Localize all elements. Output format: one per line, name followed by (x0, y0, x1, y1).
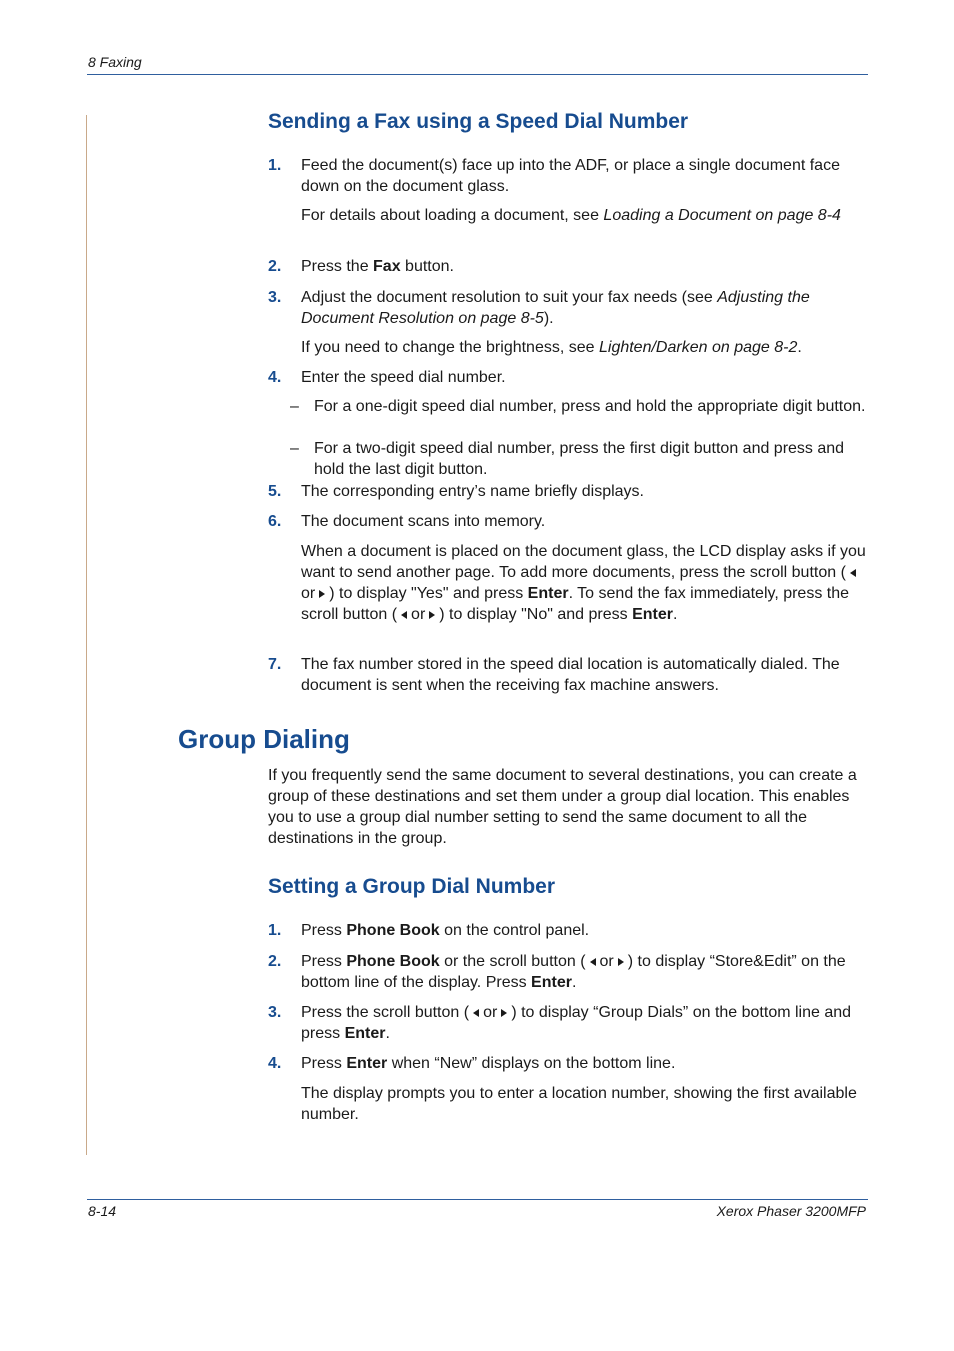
bullet-text: For a two-digit speed dial number, press the first digit button and press and hold the last digit button. (314, 440, 845, 478)
scroll-right-icon (319, 590, 325, 598)
group-dialing-intro: If you frequently send the same document to several destinations, you can create a group of these destinations and set them under a group dial location. This enables you to use a group dial number setting to send the same document to all the destinations in the group. (268, 767, 857, 847)
step-text: Press the scroll button ( or ) to display “Group Dials” on the bottom line and press Enter. (301, 1004, 852, 1042)
step-number: 7. (268, 656, 282, 673)
scroll-right-icon (501, 1009, 507, 1017)
group-dial-note-4: The display prompts you to enter a location number, showing the first available number. (301, 1085, 857, 1123)
header-rule (87, 74, 868, 75)
scroll-left-icon (401, 611, 407, 619)
step-number: 3. (268, 1004, 282, 1021)
step-text: Enter the speed dial number. (301, 369, 506, 386)
footer-rule (87, 1199, 868, 1200)
step-number: 6. (268, 513, 282, 530)
step-number: 5. (268, 483, 282, 500)
bullet-text: For a one-digit speed dial number, press and hold the appropriate digit button. (314, 398, 866, 415)
section-title-group-dialing: Group Dialing (178, 724, 350, 754)
running-header: 8 Faxing (88, 54, 142, 70)
bullet-dash: – (290, 398, 299, 415)
step-text: The corresponding entry’s name briefly displays. (301, 483, 644, 500)
step-number: 1. (268, 157, 282, 174)
scroll-left-icon (590, 958, 596, 966)
scroll-right-icon (429, 611, 435, 619)
step-number: 2. (268, 258, 282, 275)
speed-dial-note-6: When a document is placed on the document glass, the LCD display asks if you want to send another page. To add more documents, press the scroll button (or ) to display "Yes" and press Enter. To send the fax immediately, press the scroll button ( or ) to display "No" and press Enter. (301, 543, 866, 623)
bullet-dash: – (290, 440, 299, 457)
margin-bar (86, 115, 87, 1155)
scroll-left-icon (850, 569, 856, 577)
step-number: 3. (268, 289, 282, 306)
step-text: Feed the document(s) face up into the ADF, or place a single document face down on the document glass. (301, 157, 840, 195)
step-text: Press the Fax button. (301, 258, 454, 275)
section-title-group-dial-number: Setting a Group Dial Number (268, 875, 556, 898)
step-text: Press Phone Book on the control panel. (301, 922, 590, 939)
step-text: The document scans into memory. (301, 513, 546, 530)
step-text: Press Phone Book or the scroll button ( or ) to display “Store&Edit” on the bottom line of the display. Press Enter. (301, 953, 846, 991)
speed-dial-note-1: For details about loading a document, see Loading a Document on page 8-4 (301, 207, 841, 224)
step-number: 1. (268, 922, 282, 939)
scroll-right-icon (618, 958, 624, 966)
step-text: Adjust the document resolution to suit your fax needs (see Adjusting the Document Resolution on page 8-5). (301, 289, 810, 327)
product-name: Xerox Phaser 3200MFP (716, 1203, 866, 1219)
step-number: 4. (268, 1055, 282, 1072)
section-title-speed-dial: Sending a Fax using a Speed Dial Number (268, 110, 689, 133)
step-text: The fax number stored in the speed dial location is automatically dialed. The document is sent when the receiving fax machine answers. (301, 656, 840, 694)
step-number: 4. (268, 369, 282, 386)
scroll-left-icon (473, 1009, 479, 1017)
speed-dial-note-3: If you need to change the brightness, see Lighten/Darken on page 8-2. (301, 339, 802, 356)
page-number: 8-14 (88, 1203, 117, 1219)
step-number: 2. (268, 953, 282, 970)
step-text: Press Enter when “New” displays on the bottom line. (301, 1055, 676, 1072)
